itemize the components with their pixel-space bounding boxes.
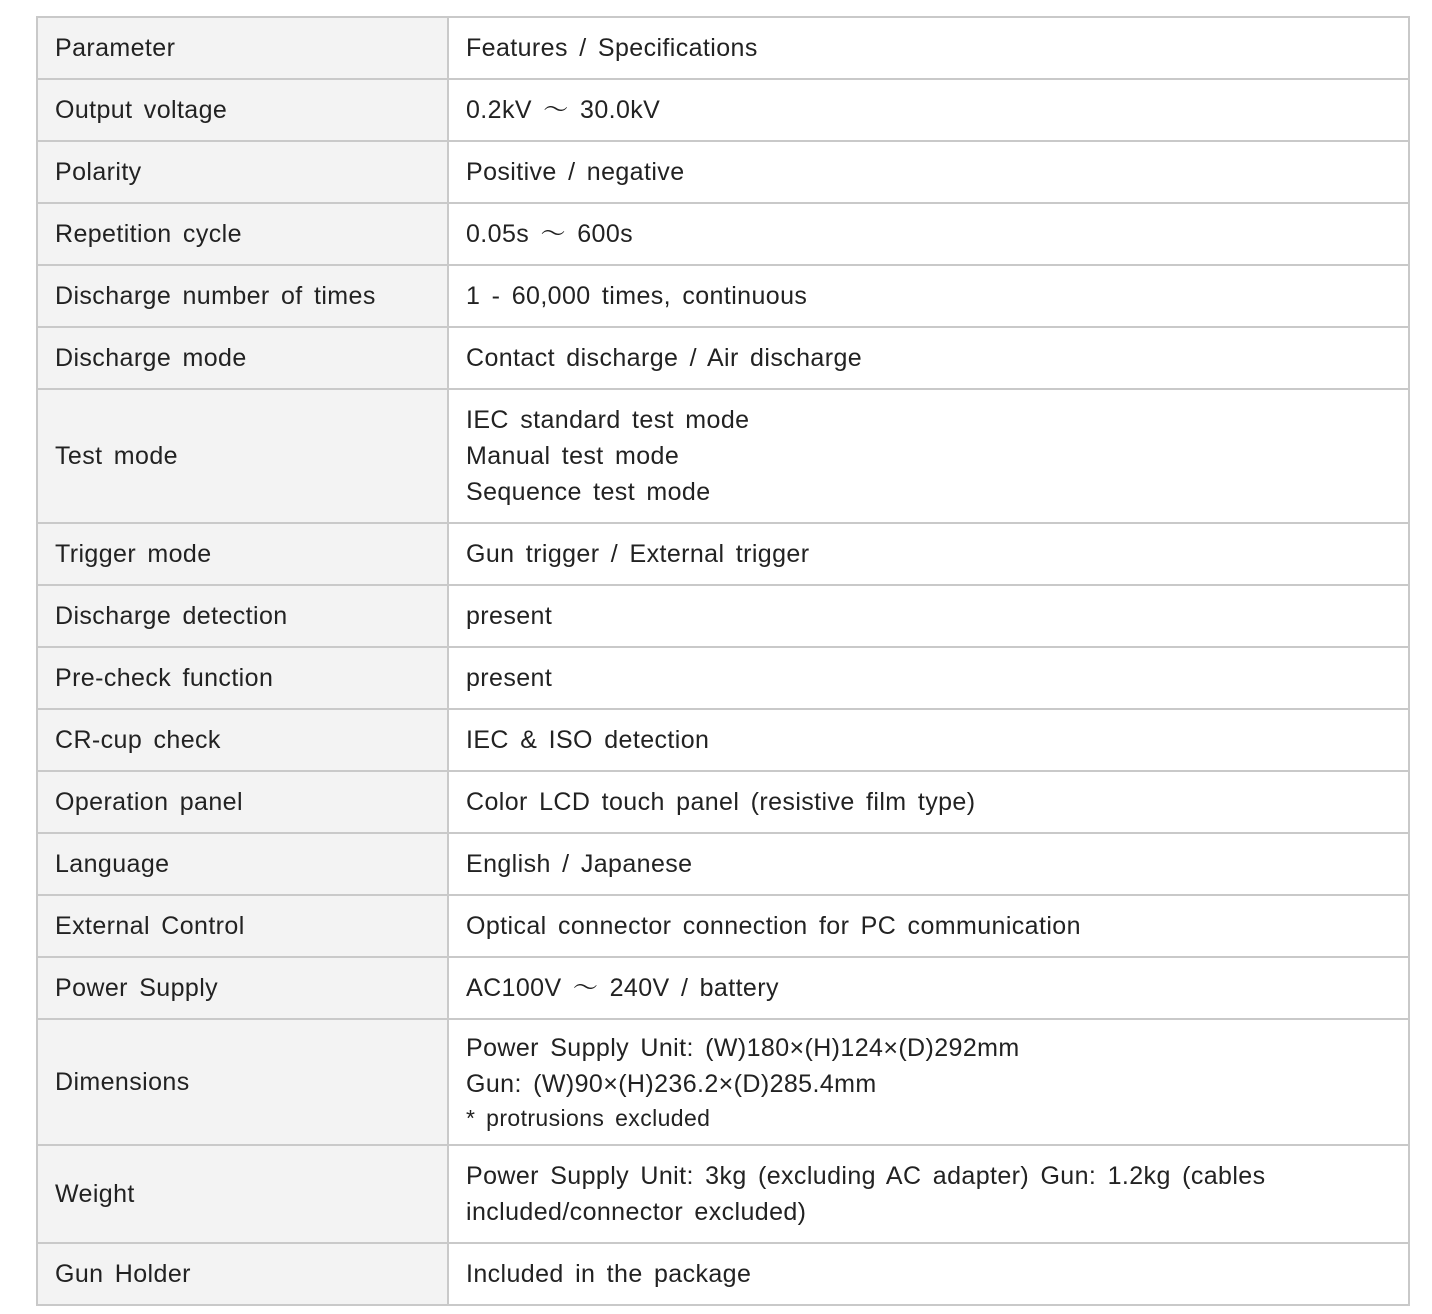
value-line: Sequence test mode [466, 478, 711, 506]
value-line: Power Supply Unit: (W)180×(H)124×(D)292mm [466, 1034, 1020, 1062]
row-label: Discharge detection [37, 585, 448, 647]
row-value: IEC & ISO detection [448, 709, 1409, 771]
row-value: Gun trigger / External trigger [448, 523, 1409, 585]
row-label: Operation panel [37, 771, 448, 833]
row-value: Contact discharge / Air discharge [448, 327, 1409, 389]
table-row [37, 771, 1409, 833]
table-row [37, 833, 1409, 895]
row-value: 0.05s ～ 600s [448, 203, 1409, 265]
header-parameter: Parameter [37, 17, 448, 79]
table-header-row [37, 17, 1409, 79]
row-value [448, 1019, 1409, 1145]
row-label: Discharge mode [37, 327, 448, 389]
row-label: Test mode [37, 389, 448, 523]
table-row [37, 1019, 1409, 1145]
value-line: * protrusions excluded [466, 1105, 711, 1131]
row-label: Pre-check function [37, 647, 448, 709]
table-row [37, 647, 1409, 709]
row-value [448, 389, 1409, 523]
row-label: Gun Holder [37, 1243, 448, 1305]
value-line: Gun: (W)90×(H)236.2×(D)285.4mm [466, 1070, 877, 1098]
table-row [37, 203, 1409, 265]
table-row [37, 389, 1409, 523]
table-row [37, 327, 1409, 389]
row-label: Power Supply [37, 957, 448, 1019]
row-label: Dimensions [37, 1019, 448, 1145]
row-value: Color LCD touch panel (resistive film type) [448, 771, 1409, 833]
table-row [37, 709, 1409, 771]
row-label: Output voltage [37, 79, 448, 141]
row-label: CR-cup check [37, 709, 448, 771]
row-value: Positive / negative [448, 141, 1409, 203]
row-label: Weight [37, 1145, 448, 1243]
row-label: Trigger mode [37, 523, 448, 585]
table-row [37, 79, 1409, 141]
row-value: AC100V ～ 240V / battery [448, 957, 1409, 1019]
specifications-table [36, 16, 1410, 1306]
table-row [37, 141, 1409, 203]
table-row [37, 895, 1409, 957]
value-line: Manual test mode [466, 442, 680, 470]
table-row [37, 265, 1409, 327]
row-value: 1 - 60,000 times, continuous [448, 265, 1409, 327]
row-value: Optical connector connection for PC communication [448, 895, 1409, 957]
row-value: 0.2kV ～ 30.0kV [448, 79, 1409, 141]
table-row [37, 1145, 1409, 1243]
row-value: Included in the package [448, 1243, 1409, 1305]
table-row [37, 957, 1409, 1019]
row-label: External Control [37, 895, 448, 957]
row-label: Repetition cycle [37, 203, 448, 265]
value-line: IEC standard test mode [466, 406, 750, 434]
row-label: Polarity [37, 141, 448, 203]
row-value: Power Supply Unit: 3kg (excluding AC adapter) Gun: 1.2kg (cables included/connector excluded) [448, 1145, 1409, 1243]
table-row [37, 585, 1409, 647]
row-value: present [448, 647, 1409, 709]
row-value: present [448, 585, 1409, 647]
row-value: English / Japanese [448, 833, 1409, 895]
row-label: Language [37, 833, 448, 895]
row-label: Discharge number of times [37, 265, 448, 327]
header-features: Features / Specifications [448, 17, 1409, 79]
table-row [37, 1243, 1409, 1305]
table-row [37, 523, 1409, 585]
